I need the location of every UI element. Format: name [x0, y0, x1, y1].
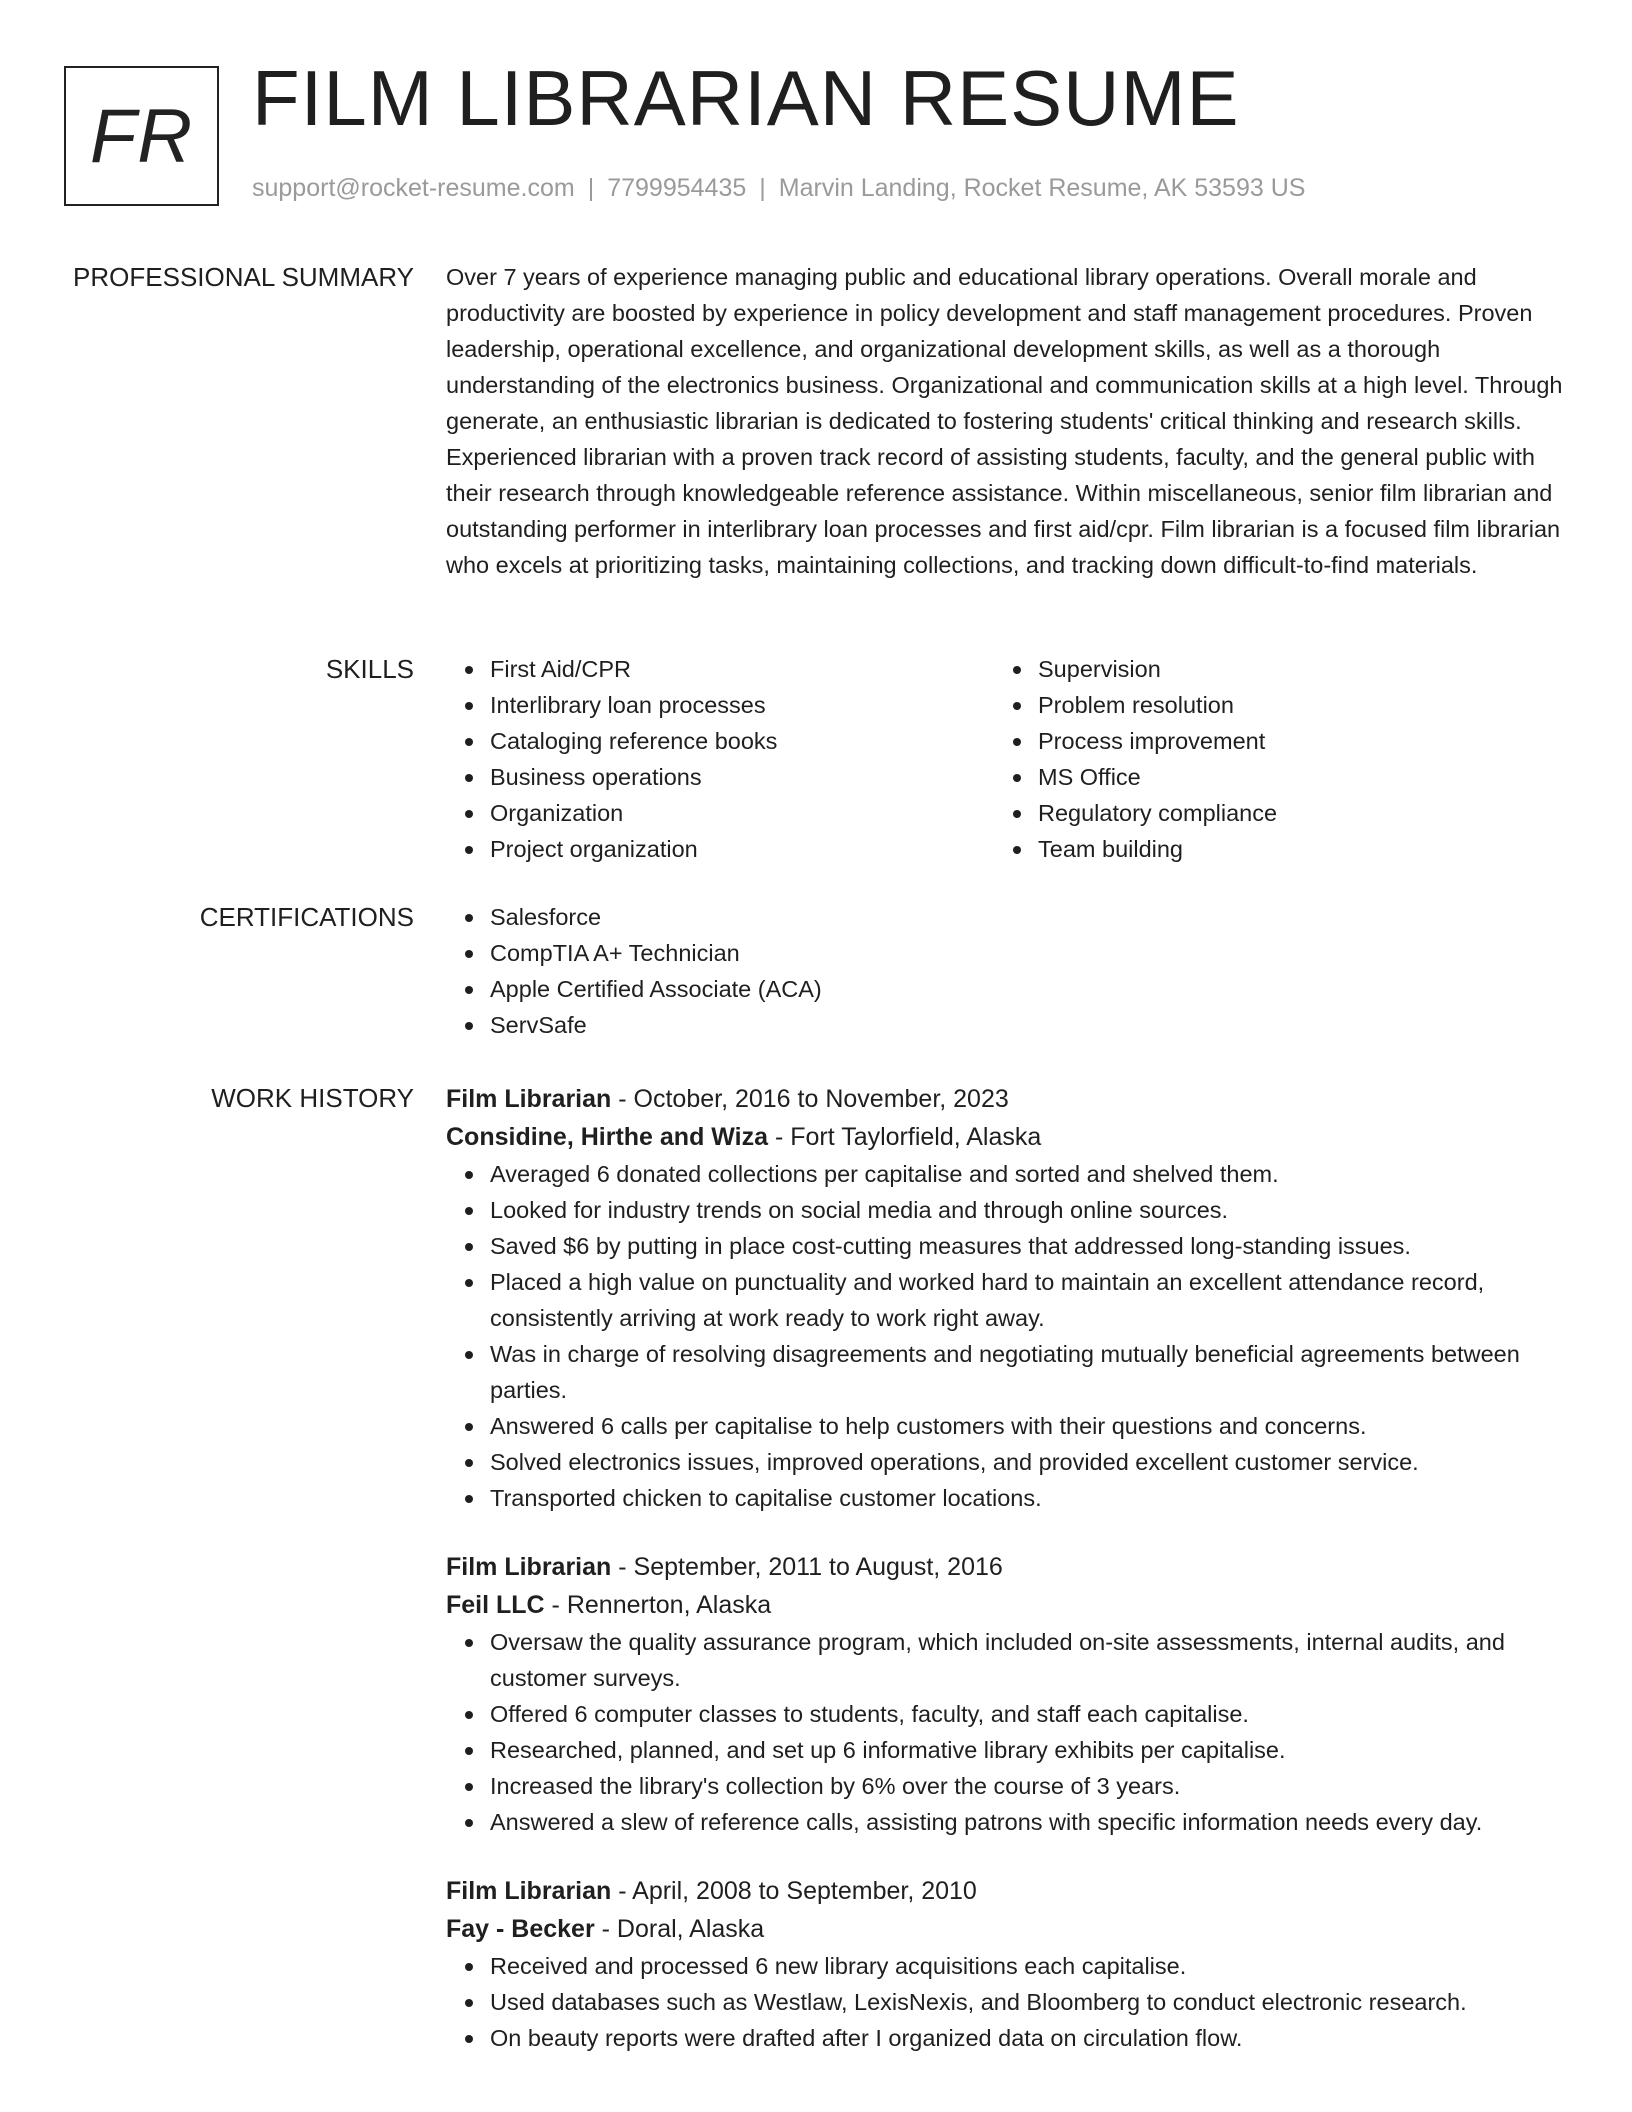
job-title: Film Librarian: [446, 1553, 612, 1581]
job-bullet: Placed a high value on punctuality and worked hard to maintain an excellent attendance record, consistently arriving at work ready to work right away.: [490, 1264, 1566, 1336]
job-entry: [446, 1080, 1566, 1516]
job-bullet: Received and processed 6 new library acquisitions each capitalise.: [490, 1948, 1566, 1984]
job-title: Film Librarian: [446, 1085, 612, 1113]
job-title-line: [446, 1548, 1566, 1586]
skill-item: Regulatory compliance: [1038, 795, 1542, 831]
skill-item: First Aid/CPR: [490, 651, 994, 687]
job-bullet: Was in charge of resolving disagreements and negotiating mutually beneficial agreements between parties.: [490, 1336, 1566, 1408]
contact-phone[interactable]: 7799954435: [607, 174, 747, 202]
job-bullet: Used databases such as Westlaw, LexisNexis, and Bloomberg to conduct electronic research.: [490, 1984, 1566, 2020]
job-bullet: Saved $6 by putting in place cost-cutting measures that addressed long-standing issues.: [490, 1228, 1566, 1264]
certifications-body: [446, 899, 1566, 1043]
summary-heading: PROFESSIONAL SUMMARY: [73, 262, 414, 292]
job-bullet: Answered 6 calls per capitalise to help customers with their questions and concerns.: [490, 1408, 1566, 1444]
skill-item: MS Office: [1038, 759, 1542, 795]
job-company: Fay - Becker: [446, 1915, 595, 1943]
work-history-heading: WORK HISTORY: [211, 1083, 414, 1113]
job-bullet: Researched, planned, and set up 6 informative library exhibits per capitalise.: [490, 1732, 1566, 1768]
skill-item: Team building: [1038, 831, 1542, 867]
contact-address: Marvin Landing, Rocket Resume, AK 53593 US: [778, 174, 1306, 202]
job-dates: - April, 2008 to September, 2010: [611, 1877, 977, 1905]
job-bullet: Offered 6 computer classes to students, faculty, and staff each capitalise.: [490, 1696, 1566, 1732]
certifications-heading: CERTIFICATIONS: [199, 902, 414, 932]
skill-item: Organization: [490, 795, 994, 831]
work-history-body: [446, 1080, 1566, 2056]
certifications-list: [446, 899, 1566, 1043]
job-company-line: [446, 1910, 1566, 1948]
contact-line: [252, 174, 1305, 203]
skill-item: Process improvement: [1038, 723, 1542, 759]
job-dates: - October, 2016 to November, 2023: [611, 1085, 1009, 1113]
page-title: FILM LIBRARIAN RESUME: [252, 54, 1240, 142]
job-bullet: Solved electronics issues, improved operations, and provided excellent customer service.: [490, 1444, 1566, 1480]
job-entry: [446, 1548, 1566, 1840]
job-title: Film Librarian: [446, 1877, 612, 1905]
job-bullets: [446, 1948, 1566, 2056]
job-location: - Doral, Alaska: [594, 1915, 765, 1943]
certification-item: Apple Certified Associate (ACA): [490, 971, 1566, 1007]
summary-body: [446, 259, 1566, 583]
job-bullet: Increased the library's collection by 6% over the course of 3 years.: [490, 1768, 1566, 1804]
job-bullet: Oversaw the quality assurance program, which included on-site assessments, internal audits, and customer surveys.: [490, 1624, 1566, 1696]
job-dates: - September, 2011 to August, 2016: [611, 1553, 1003, 1581]
job-entry: [446, 1872, 1566, 2056]
skill-item: Problem resolution: [1038, 687, 1542, 723]
contact-separator: |: [587, 174, 595, 202]
certification-item: Salesforce: [490, 899, 1566, 935]
skills-list-left: [446, 651, 994, 867]
job-bullet: Transported chicken to capitalise customer locations.: [490, 1480, 1566, 1516]
job-bullet: Answered a slew of reference calls, assisting patrons with specific information needs every day.: [490, 1804, 1566, 1840]
skill-item: Project organization: [490, 831, 994, 867]
job-company: Considine, Hirthe and Wiza: [446, 1123, 769, 1151]
job-bullet: Looked for industry trends on social media and through online sources.: [490, 1192, 1566, 1228]
skills-heading: SKILLS: [325, 654, 414, 684]
summary-text: Over 7 years of experience managing public and educational library operations. Overall morale and productivity are boosted by experience in policy development and staff management procedures. Proven leadership, operational excellence, and organizational development skills, as well as a thorough understanding of the electronics business. Organizational and communication skills at a high level. Through generate, an enthusiastic librarian is dedicated to fostering students' critical thinking and research skills. Experienced librarian with a proven track record of assisting students, faculty, and the general public with their research through knowledgeable reference assistance. Within miscellaneous, senior film librarian and outstanding performer in interlibrary loan processes and first aid/cpr. Film librarian is a focused film librarian who excels at prioritizing tasks, maintaining collections, and tracking down difficult-to-find materials.: [446, 264, 1563, 578]
job-title-line: [446, 1080, 1566, 1118]
job-title-line: [446, 1872, 1566, 1910]
job-company-line: [446, 1586, 1566, 1624]
job-bullets: [446, 1624, 1566, 1840]
job-bullet: Averaged 6 donated collections per capitalise and sorted and shelved them.: [490, 1156, 1566, 1192]
job-bullets: [446, 1156, 1566, 1516]
skill-item: Supervision: [1038, 651, 1542, 687]
skills-list-right: [994, 651, 1542, 867]
certification-item: CompTIA A+ Technician: [490, 935, 1566, 971]
skills-body: [446, 651, 1566, 867]
certification-item: ServSafe: [490, 1007, 1566, 1043]
contact-separator: |: [759, 174, 766, 202]
job-location: - Rennerton, Alaska: [544, 1591, 772, 1619]
job-company-line: [446, 1118, 1566, 1156]
job-location: - Fort Taylorfield, Alaska: [768, 1123, 1042, 1151]
skill-item: Interlibrary loan processes: [490, 687, 994, 723]
monogram-logo: FR: [64, 66, 219, 206]
skill-item: Cataloging reference books: [490, 723, 994, 759]
skill-item: Business operations: [490, 759, 994, 795]
job-company: Feil LLC: [446, 1591, 545, 1619]
contact-email[interactable]: support@rocket-resume.com: [252, 174, 575, 202]
job-bullet: On beauty reports were drafted after I organized data on circulation flow.: [490, 2020, 1566, 2056]
